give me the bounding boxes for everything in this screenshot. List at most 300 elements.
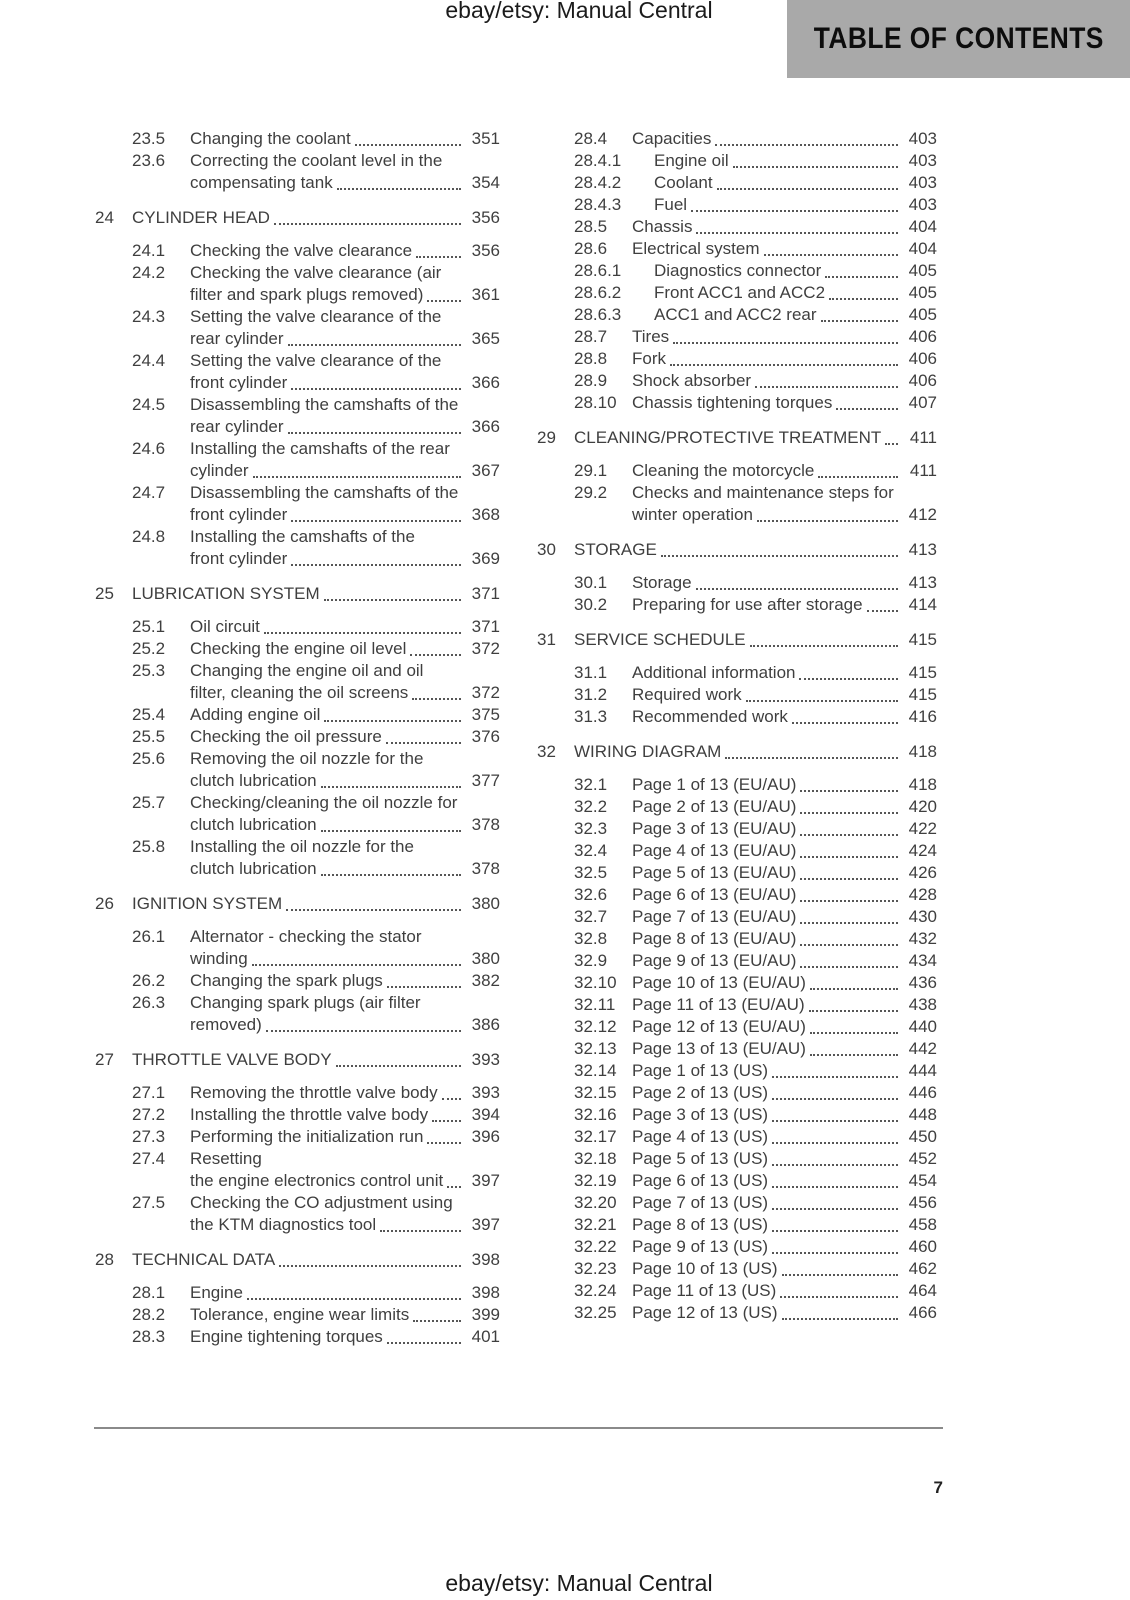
toc-entry-page: 393 <box>471 1083 500 1102</box>
toc-entry-line <box>190 770 500 792</box>
toc-entry-title: filter and spark plugs removed) <box>190 285 424 304</box>
toc-entry-number: 25 <box>95 584 114 603</box>
toc-entry <box>537 1126 937 1148</box>
toc-entry-body <box>190 992 500 1036</box>
toc-entry-page: 442 <box>908 1039 937 1058</box>
toc-entry-line <box>132 207 500 229</box>
dot-leader <box>288 344 461 346</box>
dot-leader <box>291 388 461 390</box>
toc-entry-body <box>190 1082 500 1104</box>
toc-entry-body <box>632 216 937 238</box>
toc-entry-line <box>632 370 937 392</box>
toc-entry-line <box>190 1148 500 1170</box>
toc-entry-line <box>632 928 937 950</box>
toc-entry-body <box>632 1104 937 1126</box>
toc-entry <box>95 262 500 306</box>
toc-entry-body <box>190 970 500 992</box>
dot-leader <box>673 342 898 344</box>
toc-entry-page: 398 <box>471 1250 500 1269</box>
toc-entry-number: 27.4 <box>132 1149 166 1168</box>
toc-entry-body <box>190 638 500 660</box>
toc-entry-number: 29 <box>537 428 556 447</box>
toc-entry-title: rear cylinder <box>190 329 284 348</box>
toc-entry-number: 25.6 <box>132 749 166 768</box>
toc-entry-page: 460 <box>908 1237 937 1256</box>
toc-entry-body <box>190 306 500 350</box>
dot-leader <box>810 1032 898 1034</box>
toc-entry-number: 32 <box>537 742 556 761</box>
toc-entry-page: 452 <box>908 1149 937 1168</box>
dot-leader <box>800 966 898 968</box>
toc-entry-body <box>190 482 500 526</box>
toc-entry-number: 28.4 <box>574 129 608 148</box>
toc-entry-title: front cylinder <box>190 373 288 392</box>
toc-entry-title: Installing the oil nozzle for the <box>190 837 414 856</box>
toc-entry-line <box>632 128 937 150</box>
toc-entry-line <box>632 572 937 594</box>
toc-entry-title: Page 1 of 13 (EU/AU) <box>632 775 797 794</box>
toc-entry <box>95 836 500 880</box>
toc-entry-title: Installing the camshafts of the <box>190 527 415 546</box>
toc-entry-line <box>190 970 500 992</box>
toc-entry-line <box>190 350 500 372</box>
toc-entry-line <box>632 392 937 414</box>
toc-entry-page: 418 <box>908 742 937 761</box>
toc-entry-page: 394 <box>471 1105 500 1124</box>
toc-entry-number: 26.2 <box>132 971 166 990</box>
toc-entry-line <box>632 482 937 504</box>
toc-entry-number: 25.3 <box>132 661 166 680</box>
toc-entry <box>95 128 500 150</box>
toc-entry-page: 426 <box>908 863 937 882</box>
toc-entry-title: Storage <box>632 573 692 592</box>
toc-entry-body <box>190 926 500 970</box>
toc-entry-line <box>190 526 500 548</box>
toc-entry-body <box>190 1192 500 1236</box>
toc-entry-number: 28.4.3 <box>574 195 622 214</box>
dot-leader <box>800 812 898 814</box>
toc-entry-number: 24.3 <box>132 307 166 326</box>
toc-entry-title: Resetting <box>190 1149 262 1168</box>
toc-entry <box>537 1302 937 1324</box>
toc-entry-page: 404 <box>908 217 937 236</box>
toc-chapter-entry <box>537 741 937 763</box>
toc-entry-line <box>132 893 500 915</box>
toc-entry <box>95 638 500 660</box>
page-number: 7 <box>933 1478 943 1497</box>
toc-entry-number: 32.7 <box>574 907 608 926</box>
toc-entry-line <box>190 1282 500 1304</box>
toc-entry-number: 32.1 <box>574 775 608 794</box>
dot-leader <box>412 698 461 700</box>
toc-entry-number: 32.19 <box>574 1171 617 1190</box>
toc-entry <box>95 240 500 262</box>
toc-entry-page: 413 <box>908 540 937 559</box>
toc-entry-title: Page 3 of 13 (EU/AU) <box>632 819 797 838</box>
toc-entry-title: Preparing for use after storage <box>632 595 863 614</box>
toc-entry-title: Installing the throttle valve body <box>190 1105 429 1124</box>
toc-entry-line <box>190 1104 500 1126</box>
toc-entry-body <box>190 616 500 638</box>
toc-entry <box>537 238 937 260</box>
toc-entry-line <box>190 992 500 1014</box>
toc-entry <box>537 348 937 370</box>
toc-entry-body <box>132 583 500 605</box>
toc-entry <box>95 150 500 194</box>
toc-entry-title: Setting the valve clearance of the <box>190 351 442 370</box>
toc-entry-page: 367 <box>471 461 500 480</box>
toc-entry-line <box>190 948 500 970</box>
toc-entry-title: Oil circuit <box>190 617 260 636</box>
toc-entry <box>537 1148 937 1170</box>
toc-entry-body <box>190 726 500 748</box>
toc-entry-title: clutch lubrication <box>190 815 317 834</box>
dot-leader <box>836 408 898 410</box>
toc-entry-line <box>632 972 937 994</box>
toc-entry-title: Page 1 of 13 (US) <box>632 1061 769 1080</box>
toc-entry-line <box>632 1192 937 1214</box>
toc-entry-body <box>632 818 937 840</box>
toc-entry <box>537 594 937 616</box>
dot-leader <box>274 223 461 225</box>
toc-entry-title: filter, cleaning the oil screens <box>190 683 409 702</box>
dot-leader <box>810 988 898 990</box>
dot-leader <box>800 856 898 858</box>
toc-entry-line <box>190 836 500 858</box>
toc-entry-title: Page 7 of 13 (US) <box>632 1193 769 1212</box>
toc-entry-title: Page 5 of 13 (EU/AU) <box>632 863 797 882</box>
toc-entry-body <box>190 150 500 194</box>
toc-entry-number: 25.7 <box>132 793 166 812</box>
toc-entry-body <box>632 774 937 796</box>
toc-entry-page: 369 <box>471 549 500 568</box>
dot-leader <box>387 1342 461 1344</box>
toc-entry-body <box>190 836 500 880</box>
toc-entry-number: 27.3 <box>132 1127 166 1146</box>
toc-entry-body <box>632 684 937 706</box>
toc-entry-title: front cylinder <box>190 549 288 568</box>
toc-entry-page: 444 <box>908 1061 937 1080</box>
dot-leader <box>336 1065 461 1067</box>
toc-entry-title: Page 12 of 13 (EU/AU) <box>632 1017 806 1036</box>
toc-entry-body <box>190 1126 500 1148</box>
toc-entry <box>537 194 937 216</box>
toc-entry-page: 432 <box>908 929 937 948</box>
toc-entry-title: Page 13 of 13 (EU/AU) <box>632 1039 806 1058</box>
toc-entry-page: 403 <box>908 173 937 192</box>
toc-entry-title: Changing the coolant <box>190 129 351 148</box>
toc-entry-number: 28.9 <box>574 371 608 390</box>
dot-leader <box>324 599 461 601</box>
toc-entry-line <box>632 1016 937 1038</box>
dot-leader <box>266 1030 461 1032</box>
toc-entry-number: 24.4 <box>132 351 166 370</box>
toc-entry-body <box>632 326 937 348</box>
toc-entry <box>95 1126 500 1148</box>
dot-leader <box>670 364 898 366</box>
toc-entry <box>95 394 500 438</box>
toc-entry-number: 28.4.2 <box>574 173 622 192</box>
toc-entry-line <box>632 1302 937 1324</box>
toc-entry-number: 32.21 <box>574 1215 617 1234</box>
toc-entry-number: 23.6 <box>132 151 166 170</box>
toc-entry-page: 434 <box>908 951 937 970</box>
toc-entry-body <box>190 394 500 438</box>
dot-leader <box>252 964 461 966</box>
dot-leader <box>432 1120 461 1122</box>
toc-entry-number: 32.20 <box>574 1193 617 1212</box>
dot-leader <box>247 1298 461 1300</box>
toc-entry <box>95 792 500 836</box>
toc-entry-number: 27.5 <box>132 1193 166 1212</box>
dot-leader <box>416 256 461 258</box>
toc-entry-line <box>190 416 500 438</box>
toc-entry-line <box>632 662 937 684</box>
toc-entry-number: 23.5 <box>132 129 166 148</box>
toc-entry-title: Coolant <box>654 173 713 192</box>
toc-entry <box>537 706 937 728</box>
toc-entry-line <box>190 660 500 682</box>
toc-entry-line <box>190 240 500 262</box>
watermark-top: ebay/etsy: Manual Central <box>445 0 713 23</box>
toc-entry-number: 29.2 <box>574 483 608 502</box>
toc-entry-number: 29.1 <box>574 461 608 480</box>
toc-entry-title: cylinder <box>190 461 249 480</box>
watermark-bottom: ebay/etsy: Manual Central <box>445 1570 713 1596</box>
toc-entry-body <box>190 792 500 836</box>
toc-entry-number: 28.6.2 <box>574 283 622 302</box>
toc-entry-title: Engine <box>190 1283 243 1302</box>
toc-entry-line <box>190 748 500 770</box>
toc-entry-page: 418 <box>908 775 937 794</box>
toc-entry-body <box>632 972 937 994</box>
toc-entry-number: 27.1 <box>132 1083 166 1102</box>
toc-entry-body <box>632 950 937 972</box>
toc-entry-number: 28.4.1 <box>574 151 622 170</box>
dot-leader <box>772 1186 898 1188</box>
toc-entry <box>537 370 937 392</box>
toc-entry-body <box>632 238 937 260</box>
toc-entry-body <box>190 704 500 726</box>
toc-entry-body <box>632 862 937 884</box>
toc-entry-page: 365 <box>471 329 500 348</box>
toc-entry-title: the KTM diagnostics tool <box>190 1215 377 1234</box>
toc-entry-body <box>632 1258 937 1280</box>
toc-entry-title: Page 2 of 13 (US) <box>632 1083 769 1102</box>
toc-entry-number: 24.7 <box>132 483 166 502</box>
toc-entry-page: 456 <box>908 1193 937 1212</box>
dot-leader <box>696 232 898 234</box>
toc-entry-body <box>654 172 937 194</box>
toc-entry-number: 28.6 <box>574 239 608 258</box>
toc-entry-body <box>632 840 937 862</box>
toc-entry-number: 32.11 <box>574 995 616 1014</box>
toc-entry-title: Adding engine oil <box>190 705 321 724</box>
toc-entry-title: Fuel <box>654 195 688 214</box>
toc-entry-body <box>654 304 937 326</box>
toc-entry-number: 28.6.3 <box>574 305 622 324</box>
dot-leader <box>291 564 461 566</box>
toc-entry-page: 401 <box>471 1327 500 1346</box>
toc-entry <box>537 150 937 172</box>
toc-entry-body <box>632 706 937 728</box>
toc-entry-body <box>132 1049 500 1071</box>
toc-entry-line <box>632 950 937 972</box>
toc-banner <box>787 0 1130 78</box>
toc-entry-line <box>574 741 937 763</box>
toc-entry <box>537 304 937 326</box>
toc-entry-number: 32.16 <box>574 1105 617 1124</box>
toc-entry <box>537 1280 937 1302</box>
toc-entry-number: 32.3 <box>574 819 608 838</box>
toc-entry-body <box>632 928 937 950</box>
toc-entry-body <box>632 392 937 414</box>
toc-entry-page: 397 <box>471 1171 500 1190</box>
toc-entry-title: compensating tank <box>190 173 333 192</box>
dot-leader <box>413 1320 461 1322</box>
toc-entry-number: 25.4 <box>132 705 166 724</box>
dot-leader <box>717 188 898 190</box>
toc-entry-number: 30.1 <box>574 573 608 592</box>
toc-entry-body <box>632 1016 937 1038</box>
toc-entry-number: 32.15 <box>574 1083 617 1102</box>
toc-entry-title: Page 3 of 13 (US) <box>632 1105 769 1124</box>
toc-entry-number: 32.25 <box>574 1303 617 1322</box>
dot-leader <box>321 786 461 788</box>
toc-entry-page: 378 <box>471 815 500 834</box>
dot-leader <box>800 944 898 946</box>
dot-leader <box>746 700 898 702</box>
toc-entry-body <box>654 150 937 172</box>
toc-entry-body <box>632 1082 937 1104</box>
toc-entry <box>537 1192 937 1214</box>
toc-entry-number: 28.1 <box>132 1283 166 1302</box>
toc-entry-number: 28 <box>95 1250 114 1269</box>
toc-entry-title: Changing the spark plugs <box>190 971 383 990</box>
toc-entry <box>537 796 937 818</box>
toc-entry-page: 450 <box>908 1127 937 1146</box>
toc-entry-line <box>190 1126 500 1148</box>
toc-entry <box>537 572 937 594</box>
toc-entry-title: WIRING DIAGRAM <box>574 742 722 761</box>
toc-entry-page: 406 <box>908 349 937 368</box>
toc-entry-body <box>190 262 500 306</box>
toc-entry-page: 411 <box>909 428 937 447</box>
toc-entry-line <box>190 1214 500 1236</box>
toc-entry-page: 416 <box>908 707 937 726</box>
toc-entry-line <box>632 1038 937 1060</box>
toc-entry-page: 404 <box>908 239 937 258</box>
toc-entry-body <box>632 994 937 1016</box>
dot-leader <box>442 1098 461 1100</box>
toc-entry <box>95 1304 500 1326</box>
toc-entry-body <box>654 194 937 216</box>
toc-entry <box>95 1082 500 1104</box>
toc-entry-page: 422 <box>908 819 937 838</box>
toc-entry-page: 354 <box>471 173 500 192</box>
toc-entry-title: Checking the valve clearance (air <box>190 263 442 282</box>
toc-entry <box>537 906 937 928</box>
dot-leader <box>661 555 898 557</box>
toc-entry-body <box>574 741 937 763</box>
toc-entry-page: 448 <box>908 1105 937 1124</box>
toc-entry-body <box>190 1304 500 1326</box>
toc-entry-number: 28.8 <box>574 349 608 368</box>
toc-entry-title: Performing the initialization run <box>190 1127 424 1146</box>
dot-leader <box>800 900 898 902</box>
dot-leader <box>750 645 898 647</box>
toc-entry-number: 32.4 <box>574 841 608 860</box>
toc-entry-title: Changing the engine oil and oil <box>190 661 424 680</box>
toc-entry-page: 382 <box>471 971 500 990</box>
toc-entry-page: 438 <box>908 995 937 1014</box>
toc-entry-page: 406 <box>908 371 937 390</box>
toc-entry-title: Chassis tightening torques <box>632 393 833 412</box>
dot-leader <box>725 757 898 759</box>
toc-entry-line <box>632 1214 937 1236</box>
toc-entry-page: 393 <box>471 1050 500 1069</box>
toc-entry-line <box>632 348 937 370</box>
toc-entry-line <box>190 1326 500 1348</box>
toc-entry-line <box>654 194 937 216</box>
toc-entry <box>95 1104 500 1126</box>
toc-entry-body <box>632 662 937 684</box>
toc-entry-title: Disassembling the camshafts of the <box>190 395 459 414</box>
toc-entry-title: Page 4 of 13 (US) <box>632 1127 769 1146</box>
toc-entry-body <box>632 572 937 594</box>
toc-entry-line <box>632 1280 937 1302</box>
toc-entry-title: Page 2 of 13 (EU/AU) <box>632 797 797 816</box>
toc-entry-line <box>190 858 500 880</box>
dot-leader <box>733 166 898 168</box>
toc-entry-title: Changing spark plugs (air filter <box>190 993 421 1012</box>
dot-leader <box>279 1265 461 1267</box>
toc-entry-page: 454 <box>908 1171 937 1190</box>
toc-entry-page: 412 <box>908 505 937 524</box>
toc-entry <box>537 862 937 884</box>
toc-entry-body <box>632 1170 937 1192</box>
toc-entry-number: 28.2 <box>132 1305 166 1324</box>
toc-entry-title: Chassis <box>632 217 693 236</box>
toc-entry-line <box>654 150 937 172</box>
toc-entry-line <box>190 460 500 482</box>
toc-entry-number: 26 <box>95 894 114 913</box>
toc-entry-title: Checking the oil pressure <box>190 727 382 746</box>
toc-entry-title: Diagnostics connector <box>654 261 822 280</box>
toc-entry-line <box>654 172 937 194</box>
toc-entry <box>537 392 937 414</box>
dot-leader <box>772 1142 898 1144</box>
toc-entry-page: 415 <box>908 685 937 704</box>
dot-leader <box>772 1076 898 1078</box>
toc-entry-number: 28.3 <box>132 1327 166 1346</box>
dot-leader <box>264 632 461 634</box>
dot-leader <box>800 834 898 836</box>
toc-entry-title: front cylinder <box>190 505 288 524</box>
toc-entry-body <box>632 1038 937 1060</box>
toc-entry <box>95 350 500 394</box>
dot-leader <box>800 878 898 880</box>
toc-entry-body <box>132 1249 500 1271</box>
toc-entry-body <box>632 1302 937 1324</box>
toc-entry-line <box>190 814 500 836</box>
toc-entry-number: 28.7 <box>574 327 608 346</box>
toc-entry-page: 356 <box>471 241 500 260</box>
toc-entry-page: 420 <box>908 797 937 816</box>
toc-entry-line <box>190 638 500 660</box>
toc-entry-title: Checking/cleaning the oil nozzle for <box>190 793 458 812</box>
toc-entry-page: 458 <box>908 1215 937 1234</box>
